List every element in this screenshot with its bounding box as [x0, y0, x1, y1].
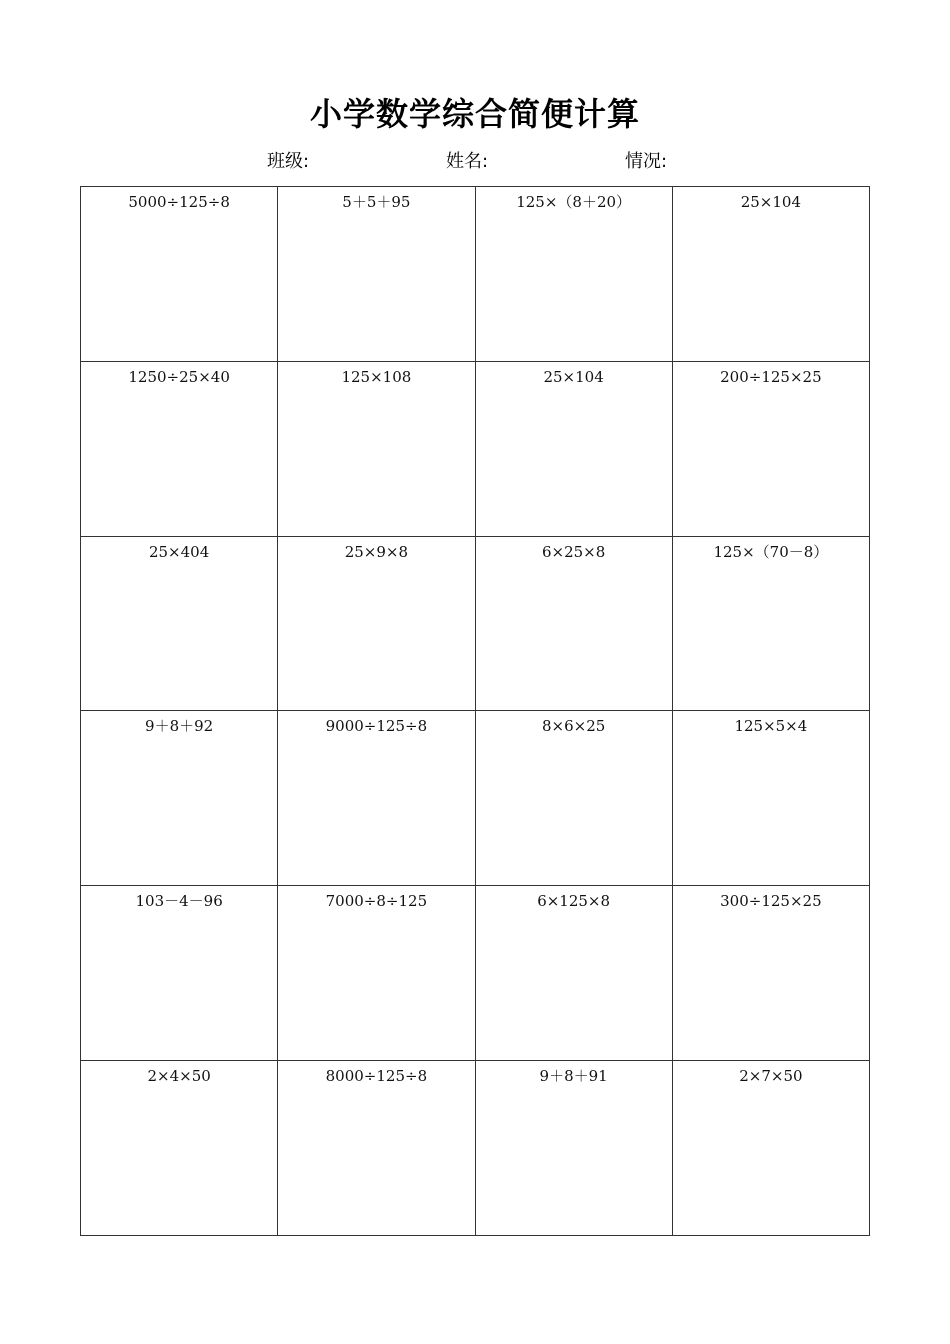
problem-cell: 103－4－96	[81, 886, 278, 1061]
problem-cell: 2×4×50	[81, 1061, 278, 1236]
problem-cell: 9000÷125÷8	[278, 711, 475, 886]
problem-cell: 25×404	[81, 537, 278, 712]
status-label: 情况:	[625, 151, 668, 172]
problem-cell: 1250÷25×40	[81, 362, 278, 537]
problem-cell: 6×25×8	[476, 537, 673, 712]
problem-cell: 300÷125×25	[673, 886, 870, 1061]
class-label: 班级:	[267, 151, 310, 172]
problem-cell: 9＋8＋92	[81, 711, 278, 886]
problem-cell: 25×9×8	[278, 537, 475, 712]
problem-grid	[80, 186, 870, 1236]
problem-cell: 125×（70－8）	[673, 537, 870, 712]
problem-cell: 6×125×8	[476, 886, 673, 1061]
problem-cell: 125×108	[278, 362, 475, 537]
problem-cell: 200÷125×25	[673, 362, 870, 537]
name-label: 姓名:	[446, 151, 489, 172]
problem-cell: 5＋5＋95	[278, 187, 475, 362]
problem-cell: 5000÷125÷8	[81, 187, 278, 362]
problem-cell: 8×6×25	[476, 711, 673, 886]
worksheet-title: 小学数学综合简便计算	[309, 95, 640, 133]
problem-cell: 2×7×50	[673, 1061, 870, 1236]
problem-cell: 125×5×4	[673, 711, 870, 886]
problem-cell: 25×104	[673, 187, 870, 362]
problem-cell: 125×（8＋20）	[476, 187, 673, 362]
problem-cell: 7000÷8÷125	[278, 886, 475, 1061]
problem-cell: 25×104	[476, 362, 673, 537]
problem-cell: 9＋8＋91	[476, 1061, 673, 1236]
problem-cell: 8000÷125÷8	[278, 1061, 475, 1236]
